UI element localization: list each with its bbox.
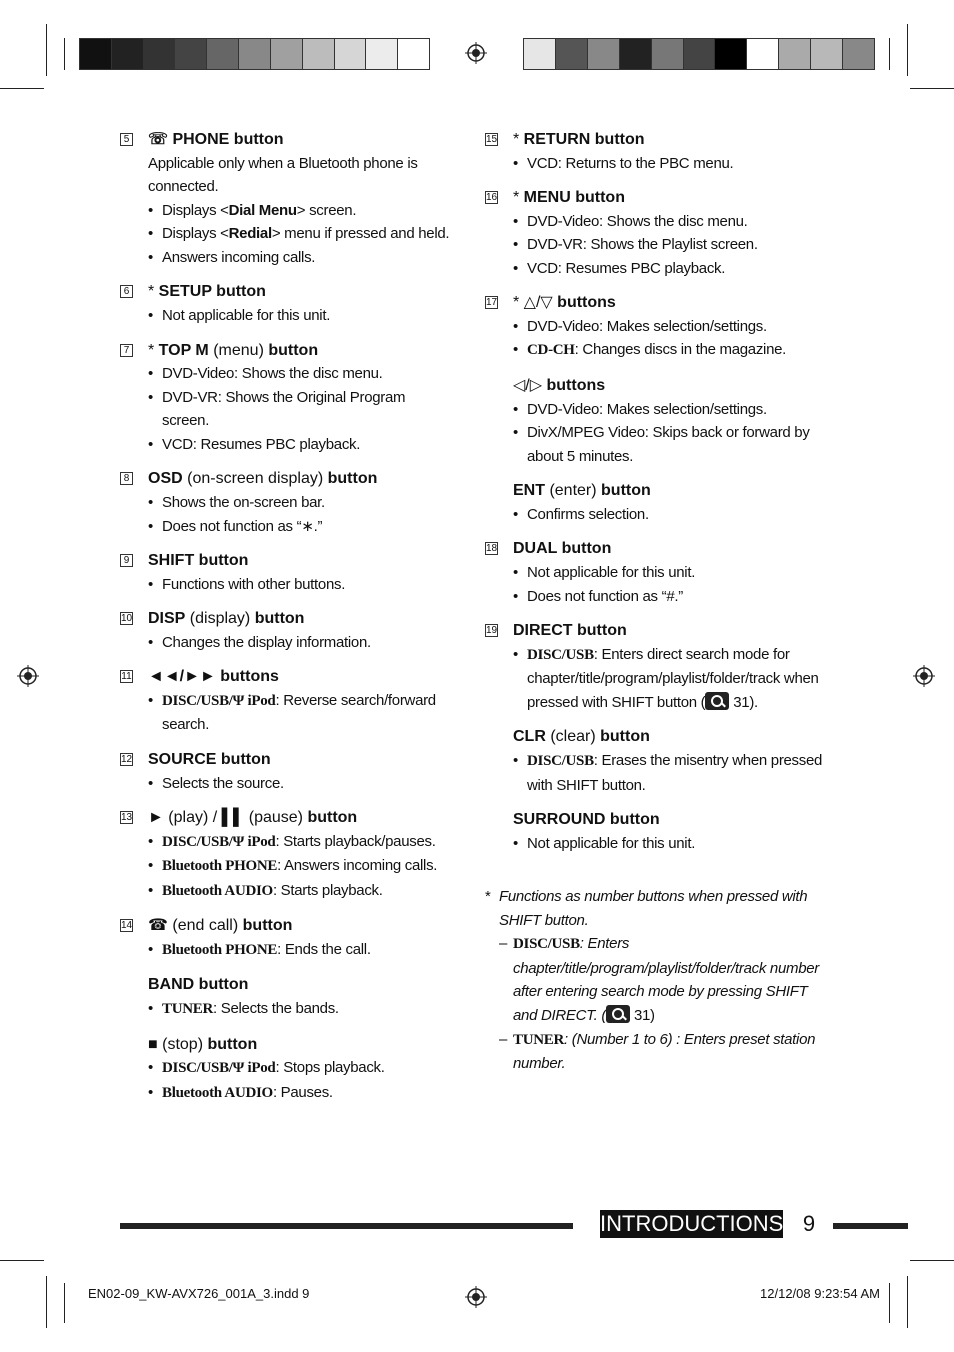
crop-mark xyxy=(910,88,954,89)
bold-text: button xyxy=(601,482,651,500)
bullet-item xyxy=(120,246,455,270)
item-number-badge: 11 xyxy=(121,671,132,683)
text: : Starts playback/pauses. xyxy=(275,832,436,850)
color-swatch xyxy=(652,39,684,69)
item-number-badge: 15 xyxy=(486,134,498,145)
text: * xyxy=(513,189,524,207)
sub-item-title xyxy=(485,374,830,398)
text: VCD: Resumes PBC playback. xyxy=(162,435,361,453)
text: (stop) xyxy=(157,1035,208,1053)
bold-text: DUAL button xyxy=(513,540,612,558)
color-calibration-bar-right xyxy=(523,38,875,70)
item-number-badge: 9 xyxy=(120,554,133,567)
text: ◁/▷ xyxy=(513,377,547,395)
bullet-list xyxy=(120,491,455,538)
footnote-reference: 31) xyxy=(630,1006,655,1024)
color-swatch xyxy=(684,39,716,69)
color-swatch xyxy=(524,39,556,69)
item-number-badge: 10 xyxy=(121,613,133,625)
color-swatch xyxy=(747,39,779,69)
source-label: DISC/USB/Ψ iPod xyxy=(162,833,276,850)
left-column xyxy=(120,128,455,1116)
source-label: TUNER xyxy=(162,1000,214,1017)
source-label: Bluetooth PHONE xyxy=(162,858,278,875)
bullet-list xyxy=(120,573,455,597)
item-number-badge: 6 xyxy=(120,285,133,298)
bold-text: SOURCE button xyxy=(148,751,271,768)
right-column xyxy=(485,128,830,866)
footnote-disc-usb-label: DISC/USB xyxy=(513,936,580,953)
color-calibration-bar-left xyxy=(79,38,430,70)
text: DivX/MPEG Video: Skips back or forward by about 5 minutes. xyxy=(527,424,810,465)
bold-text: BAND button xyxy=(148,976,249,994)
bullet-list xyxy=(120,938,455,963)
sub-item-title xyxy=(485,479,830,503)
bold-text: RETURN button xyxy=(523,131,645,148)
bullet-item xyxy=(120,879,455,904)
text: VCD: Returns to the PBC menu. xyxy=(527,154,734,172)
button-description-item xyxy=(120,467,455,538)
bold-text: PHONE button xyxy=(172,131,284,148)
bullet-list xyxy=(120,362,455,456)
text: Shows the on-screen bar. xyxy=(162,493,325,511)
bullet-item xyxy=(485,585,830,609)
bullet-list xyxy=(485,503,830,527)
bold-text: DISP xyxy=(148,610,186,628)
bullet-item xyxy=(485,643,830,715)
color-swatch xyxy=(303,39,335,69)
text: Confirms selection. xyxy=(527,505,649,523)
bullet-item xyxy=(120,854,455,879)
item-title xyxy=(485,128,830,152)
item-title xyxy=(120,280,455,304)
bullet-item xyxy=(120,222,455,246)
bold-text: MENU button xyxy=(523,189,625,207)
footnote-disc-usb-text: : Enters chapter/title/program/playlist/folder/track number after entering search mode by pressing SHIFT and DIRECT. ( xyxy=(513,935,819,1024)
bold-text: Dial Menu xyxy=(228,201,297,219)
description-line: Applicable only when a Bluetooth phone is xyxy=(148,154,418,172)
bold-text: buttons xyxy=(557,294,616,312)
bullet-item xyxy=(485,233,830,257)
color-swatch xyxy=(366,39,398,69)
color-swatch xyxy=(620,39,652,69)
crop-mark xyxy=(64,38,65,70)
bullet-item xyxy=(485,152,830,176)
text: Not applicable for this unit. xyxy=(527,563,696,581)
source-label: CD-CH xyxy=(527,342,575,359)
item-number-badge: 12 xyxy=(121,754,133,765)
text: Changes the display information. xyxy=(162,633,371,651)
bullet-list xyxy=(120,199,455,270)
item-title xyxy=(120,806,455,830)
bold-text: Redial xyxy=(228,225,272,243)
text: : Answers incoming calls. xyxy=(277,857,438,875)
color-swatch xyxy=(239,39,271,69)
color-swatch xyxy=(271,39,303,69)
bold-text: button xyxy=(327,470,378,488)
color-swatch xyxy=(80,39,112,69)
text: : Ends the call. xyxy=(277,940,371,958)
bullet-item xyxy=(120,938,455,963)
bullet-item xyxy=(120,433,455,457)
crop-mark xyxy=(46,1276,47,1328)
bold-text: SURROUND button xyxy=(513,811,660,829)
bullet-list xyxy=(485,152,830,176)
item-number-badge: 13 xyxy=(121,812,133,824)
text: Displays < xyxy=(162,225,229,243)
crop-mark xyxy=(907,1276,908,1328)
color-swatch xyxy=(811,39,843,69)
text: : Starts playback. xyxy=(272,881,383,899)
text: Not applicable for this unit. xyxy=(162,306,331,324)
bold-text: button xyxy=(207,1035,258,1053)
button-description-item xyxy=(485,186,830,280)
bullet-list xyxy=(485,315,830,363)
sub-item-title xyxy=(120,1033,455,1057)
crop-mark xyxy=(907,24,908,76)
bullet-list xyxy=(120,1056,455,1105)
item-title xyxy=(120,128,455,152)
button-description-item xyxy=(120,914,455,1105)
text: DVD-Video: Shows the disc menu. xyxy=(527,212,748,230)
bullet-item xyxy=(485,338,830,363)
crop-mark xyxy=(64,1283,65,1323)
button-description-item xyxy=(485,537,830,608)
text: DVD-VR: Shows the Playlist screen. xyxy=(527,236,758,254)
item-title xyxy=(120,914,455,938)
text: > menu if pressed and held. xyxy=(271,225,450,243)
bullet-item xyxy=(120,515,455,539)
source-label: DISC/USB/Ψ iPod xyxy=(162,1060,276,1077)
text: Functions with other buttons. xyxy=(162,575,346,593)
text: Does not function as “∗.” xyxy=(162,517,323,535)
bullet-item xyxy=(485,832,830,856)
item-title xyxy=(120,748,455,772)
color-swatch xyxy=(398,39,429,69)
text: ☎ xyxy=(148,917,168,935)
color-swatch xyxy=(843,39,874,69)
footnote-main: Functions as number buttons when pressed with SHIFT button. xyxy=(499,888,808,929)
registration-mark-icon xyxy=(465,1286,487,1308)
item-number-badge: 8 xyxy=(120,472,133,485)
button-description-item xyxy=(485,128,830,175)
color-swatch xyxy=(112,39,144,69)
color-swatch xyxy=(144,39,176,69)
text: Does not function as “#.” xyxy=(527,587,683,605)
crop-mark xyxy=(910,1260,954,1261)
bullet-item xyxy=(120,772,455,796)
bullet-list xyxy=(485,832,830,856)
crop-mark xyxy=(46,24,47,76)
item-title xyxy=(120,607,455,631)
item-title xyxy=(120,339,455,363)
registration-mark-icon xyxy=(913,665,935,687)
bullet-item xyxy=(485,210,830,234)
page-number: 9 xyxy=(802,1211,816,1236)
bullet-list xyxy=(485,210,830,281)
source-label: Bluetooth PHONE xyxy=(162,941,278,958)
footnote-tuner-label: TUNER xyxy=(513,1031,565,1048)
text: ■ xyxy=(148,1035,158,1053)
button-description-item xyxy=(120,607,455,654)
item-title xyxy=(120,467,455,491)
bold-text: TOP M xyxy=(158,341,209,359)
bullet-item xyxy=(120,997,455,1022)
button-description-item xyxy=(120,280,455,327)
text: : Selects the bands. xyxy=(213,999,339,1017)
text: * xyxy=(148,341,159,359)
text: Displays < xyxy=(162,201,229,219)
text: ▌▌ xyxy=(221,809,245,827)
button-description-item xyxy=(485,291,830,526)
bullet-item xyxy=(120,1056,455,1081)
bullet-item xyxy=(120,631,455,655)
text: (pause) xyxy=(244,809,308,827)
bullet-list xyxy=(485,643,830,715)
bullet-list xyxy=(120,689,455,737)
text: (enter) xyxy=(545,482,602,500)
source-label: Bluetooth AUDIO xyxy=(162,882,273,899)
item-number-badge: 16 xyxy=(486,192,498,204)
text: Not applicable for this unit. xyxy=(527,834,696,852)
bullet-item xyxy=(485,315,830,339)
bold-text: button xyxy=(307,809,358,827)
button-description-item xyxy=(120,339,455,457)
color-swatch xyxy=(207,39,239,69)
dash: – xyxy=(499,935,508,953)
bold-text: ENT xyxy=(513,482,545,500)
description-line: connected. xyxy=(148,178,219,196)
bold-text: SHIFT button xyxy=(148,552,249,570)
section-rule-right xyxy=(833,1223,908,1229)
bullet-list xyxy=(485,398,830,469)
registration-mark-icon xyxy=(17,665,39,687)
item-number-badge: 14 xyxy=(121,920,133,932)
item-number-badge: 19 xyxy=(486,625,498,637)
text: ► xyxy=(148,809,164,827)
text: > screen. xyxy=(296,201,357,219)
bullet-item xyxy=(485,398,830,422)
magnifier-reference-icon xyxy=(705,692,729,710)
bullet-list xyxy=(485,561,830,608)
item-title xyxy=(120,549,455,573)
text: Answers incoming calls. xyxy=(162,248,316,266)
sub-item-title xyxy=(120,973,455,997)
bullet-item xyxy=(120,304,455,328)
bullet-item xyxy=(485,749,830,797)
item-number-badge: 17 xyxy=(486,297,498,309)
bullet-item xyxy=(120,1081,455,1106)
bullet-item xyxy=(120,573,455,597)
bullet-list xyxy=(120,772,455,796)
item-number-badge: 5 xyxy=(120,133,133,146)
slug-timestamp: 12/12/08 9:23:54 AM xyxy=(760,1286,880,1301)
item-title xyxy=(485,619,830,643)
button-description-item xyxy=(120,748,455,795)
text: DVD-Video: Makes selection/settings. xyxy=(527,400,767,418)
source-label: DISC/USB xyxy=(527,646,594,663)
crop-mark xyxy=(0,88,44,89)
slug-file-name: EN02-09_KW-AVX726_001A_3.indd 9 xyxy=(88,1286,310,1301)
source-label: DISC/USB xyxy=(527,752,594,769)
text: : Stops playback. xyxy=(275,1059,385,1077)
section-label: INTRODUCTIONS xyxy=(600,1211,784,1236)
bullet-list xyxy=(120,997,455,1022)
bold-text: OSD xyxy=(148,470,183,488)
section-rule-left xyxy=(120,1223,573,1229)
bullet-item xyxy=(485,421,830,468)
text: : Pauses. xyxy=(272,1083,333,1101)
source-label: DISC/USB/Ψ iPod xyxy=(162,692,276,709)
crop-mark xyxy=(0,1260,44,1261)
button-description-item xyxy=(120,665,455,737)
bullet-item xyxy=(120,491,455,515)
text: (end call) xyxy=(167,917,243,935)
color-swatch xyxy=(175,39,207,69)
text: (play) / xyxy=(163,809,222,827)
bold-text: ◄◄/►► buttons xyxy=(148,668,279,686)
bullet-item xyxy=(485,257,830,281)
item-title xyxy=(485,537,830,561)
text: : Reverse search/forward search. xyxy=(162,691,436,734)
bold-text: buttons xyxy=(546,377,606,395)
text: (display) xyxy=(185,610,255,628)
text: : Erases the misentry when pressed with SHIFT button. xyxy=(527,751,823,794)
bullet-item xyxy=(120,386,455,433)
text: (on-screen display) xyxy=(182,470,328,488)
bullet-item xyxy=(120,689,455,737)
crop-mark xyxy=(889,1283,890,1323)
bold-text: button xyxy=(242,917,293,935)
phone-icon: ☏ xyxy=(148,131,173,148)
bullet-list xyxy=(120,304,455,328)
bold-text: CLR xyxy=(513,728,546,746)
text: DVD-Video: Shows the disc menu. xyxy=(162,365,383,383)
bold-text: SETUP button xyxy=(158,283,266,301)
text: Selects the source. xyxy=(162,774,284,792)
bold-text: button xyxy=(254,610,305,628)
text: * xyxy=(148,283,159,301)
item-title xyxy=(120,665,455,689)
crop-mark xyxy=(889,38,890,70)
bold-text: button xyxy=(600,728,650,746)
color-swatch xyxy=(556,39,588,69)
text: : Changes discs in the magazine. xyxy=(574,341,787,359)
text: : Enters direct search mode for chapter/title/program/playlist/folder/track when pressed with SHIFT button ( xyxy=(527,645,819,711)
bold-text: button xyxy=(268,341,319,359)
item-number-badge: 7 xyxy=(120,344,133,357)
sub-item-title xyxy=(485,808,830,832)
bullet-item xyxy=(485,561,830,585)
bullet-list xyxy=(120,631,455,655)
text: DVD-VR: Shows the Original Program screen. xyxy=(162,388,406,430)
button-description-item xyxy=(485,619,830,855)
text: (menu) xyxy=(208,341,269,359)
magnifier-reference-icon xyxy=(606,1005,630,1023)
button-description-item xyxy=(120,806,455,903)
color-swatch xyxy=(779,39,811,69)
dash: – xyxy=(499,1030,508,1048)
button-description-item xyxy=(120,128,455,269)
sub-item-title xyxy=(485,725,830,749)
text: * xyxy=(513,131,524,148)
item-title xyxy=(485,291,830,315)
text: VCD: Resumes PBC playback. xyxy=(527,259,726,277)
bullet-item xyxy=(120,199,455,223)
button-description-item xyxy=(120,549,455,596)
color-swatch xyxy=(588,39,620,69)
bold-text: DIRECT button xyxy=(513,622,627,640)
bullet-item xyxy=(120,362,455,386)
color-swatch xyxy=(335,39,367,69)
footnote-star: * xyxy=(485,888,491,905)
source-label: Bluetooth AUDIO xyxy=(162,1084,273,1101)
text: * △/▽ xyxy=(513,294,558,312)
registration-mark-icon xyxy=(465,42,487,64)
text: DVD-Video: Makes selection/settings. xyxy=(527,317,767,335)
footnote xyxy=(485,885,830,1076)
item-title xyxy=(485,186,830,210)
bullet-list xyxy=(120,830,455,904)
text: 31). xyxy=(729,693,758,711)
bullet-list xyxy=(485,749,830,797)
bullet-item xyxy=(485,503,830,527)
text: (clear) xyxy=(545,728,601,746)
color-swatch xyxy=(715,39,747,69)
bullet-item xyxy=(120,830,455,855)
item-number-badge: 18 xyxy=(486,543,498,555)
footnote-tuner-text: : (Number 1 to 6) : Enters preset station number. xyxy=(513,1030,816,1073)
